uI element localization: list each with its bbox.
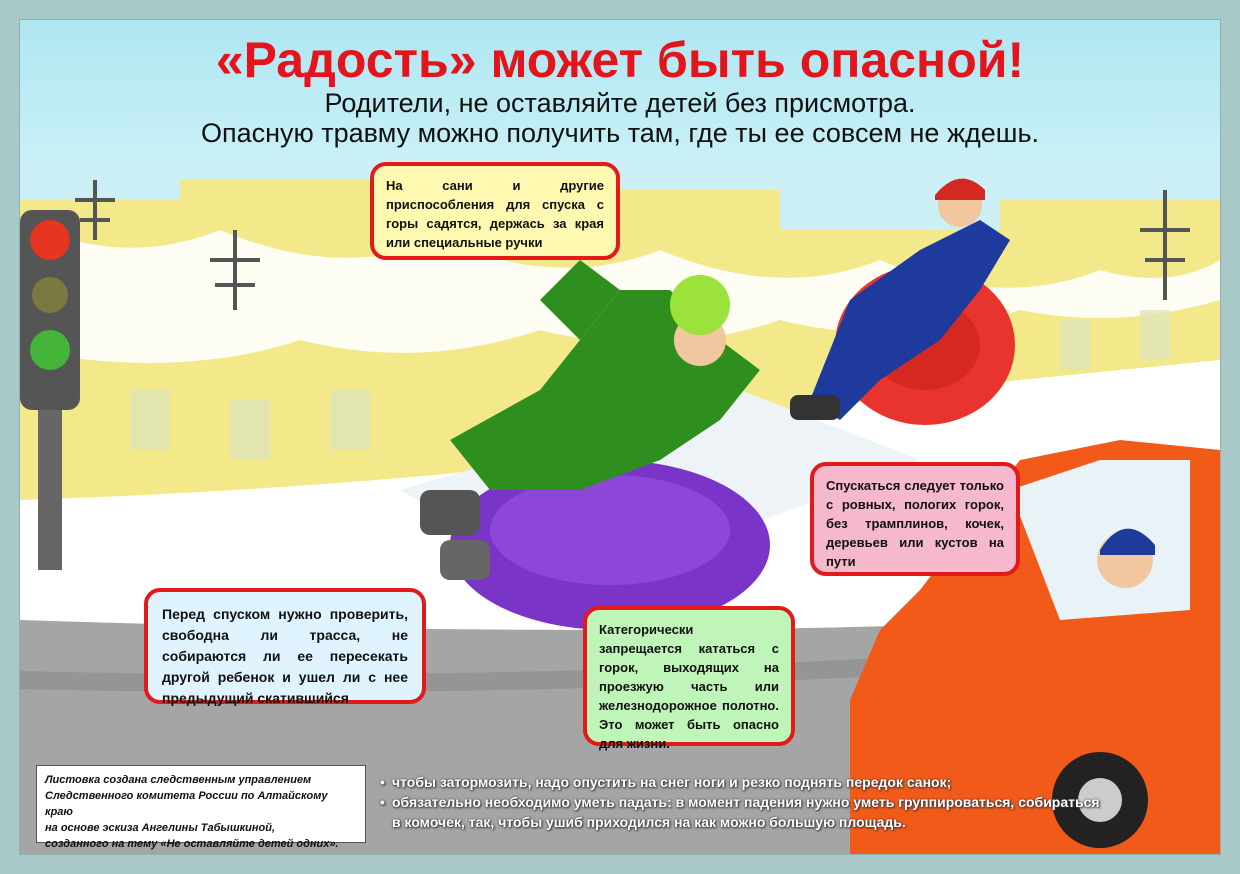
- safety-tips-list: [380, 772, 1110, 832]
- credit-note: [36, 765, 366, 850]
- poster: [20, 20, 1220, 854]
- safety-tip-text: чтобы затормозить, надо опустить на снег ноги и резко поднять передок санок;: [392, 774, 952, 790]
- credit-note-line: созданного на тему «Не оставляйте детей одних».: [45, 838, 339, 850]
- safety-tip-item: [380, 772, 1110, 792]
- poster-subtitle-line1: Родители, не оставляйте детей без присмотра.: [324, 88, 916, 118]
- poster-header: [20, 20, 1220, 160]
- safety-tip-text: обязательно необходимо уметь падать: в момент падения нужно уметь группироваться, собираться в комочек, так, чтобы ушиб приходился на как можно большую площадь.: [392, 794, 1100, 830]
- credit-note-line: Листовка создана следственным управлением: [45, 774, 312, 786]
- bubble-road-warning: Категорически запрещается кататься с горок, выходящих на проезжую часть или железнодорожное полотно. Это может быть опасно для жизни.: [583, 606, 795, 746]
- safety-tip-item: [380, 792, 1110, 832]
- illustration-scene: [20, 160, 1220, 854]
- bubble-slope-choice: Спускаться следует только с ровных, пологих горок, без трамплинов, кочек, деревьев или кустов на пути: [810, 462, 1020, 576]
- bullet-icon: •: [380, 794, 385, 810]
- bubble-check-track: Перед спуском нужно проверить, свободна ли трасса, не собираются ли ее пересекать другой ребенок и ушел ли с нее предыдущий скатившийся: [144, 588, 426, 704]
- bubble-sled-grip: На сани и другие приспособления для спуска с горы садятся, держась за края или специальные ручки: [370, 162, 620, 260]
- bullet-icon: •: [380, 774, 385, 790]
- poster-subtitle-line2: Опасную травму можно получить там, где ты ее совсем не ждешь.: [200, 118, 1040, 148]
- credit-note-line: на основе эскиза Ангелины Табышкиной,: [45, 822, 276, 834]
- credit-note-line: Следственного комитета России по Алтайскому краю: [45, 790, 328, 818]
- poster-title: «Радость» может быть опасной!: [215, 32, 1025, 88]
